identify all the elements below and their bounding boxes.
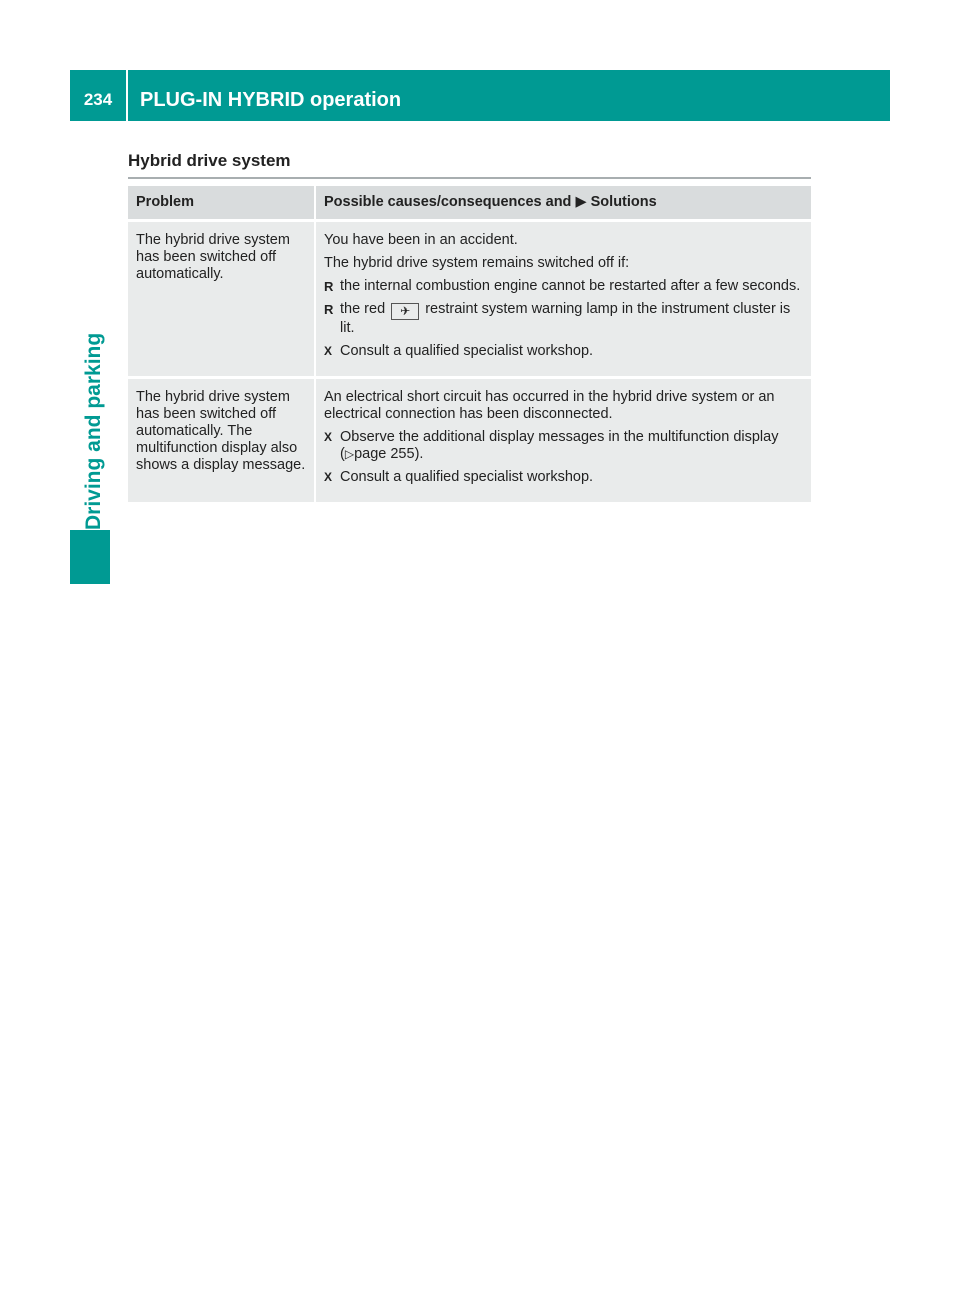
step-icon: X	[324, 344, 333, 358]
problem-cell: The hybrid drive system has been switched off automatically.	[128, 221, 315, 378]
action-step	[324, 429, 803, 463]
column-header-solutions-suffix: Solutions	[590, 194, 657, 210]
solution-cell	[315, 378, 811, 503]
step-icon: X	[324, 430, 333, 444]
cause-text: You have been in an accident.	[324, 232, 518, 248]
table-row	[128, 378, 811, 503]
section-rule	[128, 177, 811, 179]
side-tab-block	[70, 530, 110, 584]
page-reference-icon: ▷	[344, 447, 355, 461]
problem-cell: The hybrid drive system has been switched off automatically. The multifunction display also shows a display message.	[128, 378, 315, 503]
cause-text: An electrical short circuit has occurred in the hybrid drive system or an electrical connection has been disconnected.	[324, 389, 775, 422]
list-item	[324, 278, 803, 295]
action-step-text: Consult a qualified specialist workshop.	[340, 343, 594, 359]
step-icon: X	[324, 470, 333, 484]
solutions-arrow-icon: ▶	[575, 194, 587, 210]
action-step-text-after: ).	[414, 446, 424, 462]
page-number: 234	[83, 90, 113, 109]
column-header-solutions-prefix: Possible causes/consequences and	[324, 194, 572, 210]
action-step	[324, 469, 803, 486]
action-step-text: Consult a qualified specialist workshop.	[340, 469, 594, 485]
page-reference-link[interactable]: page 255	[354, 446, 415, 462]
bullet-icon: R	[324, 302, 334, 317]
section-title: Hybrid drive system	[128, 151, 291, 170]
restraint-system-warning-icon: ✈	[391, 303, 419, 320]
condition-text: The hybrid drive system remains switched off if:	[324, 255, 630, 271]
troubleshooting-table	[128, 186, 811, 502]
list-item	[324, 301, 803, 337]
column-header-solutions	[315, 186, 811, 221]
list-item-text: the internal combustion engine cannot be restarted after a few seconds.	[340, 278, 801, 294]
list-item-text-before: the red	[340, 301, 386, 317]
chapter-title: PLUG-IN HYBRID operation	[140, 89, 402, 111]
table-header-row	[128, 186, 811, 221]
header-divider	[126, 70, 128, 121]
list-item-text-after: restraint system warning lamp in the instrument cluster is lit.	[340, 301, 791, 336]
action-step-text-before: Observe the additional display messages in the multifunction display (	[340, 429, 779, 462]
table-row	[128, 221, 811, 378]
bullet-icon: R	[324, 279, 334, 294]
column-header-problem: Problem	[128, 186, 315, 221]
solution-cell	[315, 221, 811, 378]
side-tab-label: Driving and parking	[82, 332, 105, 530]
action-step	[324, 343, 803, 360]
